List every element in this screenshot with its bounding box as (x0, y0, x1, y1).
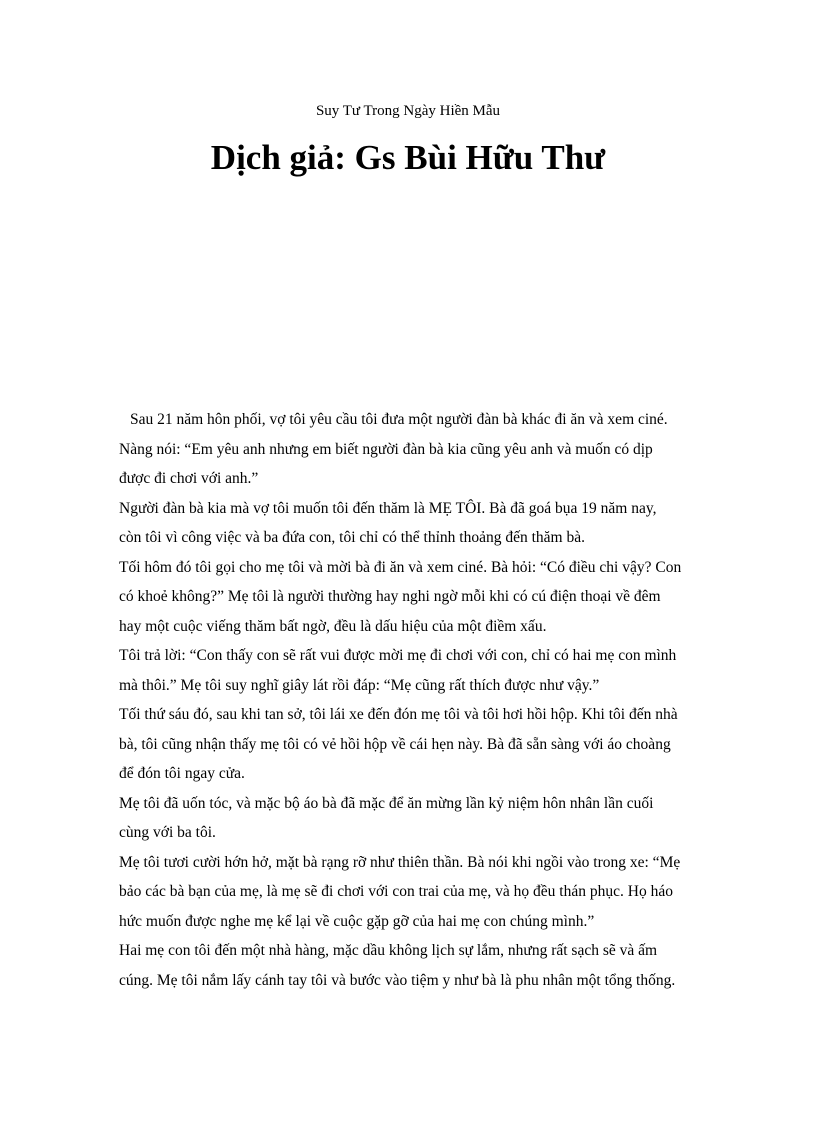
text-line: Nàng nói: “Em yêu anh nhưng em biết người đàn bà kia cũng yêu anh và muốn có dịp (119, 440, 653, 458)
text-line: Người đàn bà kia mà vợ tôi muốn tôi đến thăm là MẸ TÔI. Bà đã goá bụa 19 năm nay, (119, 499, 657, 517)
text-line: có khoẻ không?” Mẹ tôi là người thường hay nghi ngờ mỗi khi có cú điện thoại về đêm (119, 588, 661, 605)
text-line: Tối hôm đó tôi gọi cho mẹ tôi và mời bà đi ăn và xem ciné. Bà hỏi: “Có điều chi vậy? Con (119, 558, 682, 576)
text-line: Tối thứ sáu đó, sau khi tan sở, tôi lái xe đến đón mẹ tôi và tôi hơi hồi hộp. Khi tôi đến nhà (119, 706, 678, 723)
body-text (119, 405, 709, 995)
text-line: hay một cuộc viếng thăm bất ngờ, đều là dấu hiệu của một điềm xấu. (119, 617, 547, 635)
text-line: mà thôi.” Mẹ tôi suy nghĩ giây lát rồi đáp: “Mẹ cũng rất thích được như vậy.” (119, 676, 600, 694)
text-line: Mẹ tôi tươi cười hớn hở, mặt bà rạng rỡ như thiên thần. Bà nói khi ngồi vào trong xe: “Mẹ (119, 853, 681, 871)
text-line: bảo các bà bạn của mẹ, là mẹ sẽ đi chơi với con trai của mẹ, và họ đều thán phục. Họ háo (119, 883, 673, 900)
text-line: hức muốn được nghe mẹ kể lại về cuộc gặp gỡ của hai mẹ con chúng mình.” (119, 912, 595, 930)
text-line: còn tôi vì công việc và ba đứa con, tôi chỉ có thể thỉnh thoảng đến thăm bà. (119, 529, 585, 546)
document-title: Dịch giả: Gs Bùi Hữu Thư (210, 138, 606, 177)
text-line: để đón tôi ngay cửa. (119, 765, 245, 782)
text-line: được đi chơi với anh.” (119, 470, 259, 487)
text-line: cúng. Mẹ tôi nắm lấy cánh tay tôi và bước vào tiệm y như bà là phu nhân một tổng thống. (119, 971, 676, 989)
document-subtitle: Suy Tư Trong Ngày Hiền Mẫu (315, 103, 501, 119)
text-line: bà, tôi cũng nhận thấy mẹ tôi có vẻ hồi hộp về cái hẹn này. Bà đã sẵn sàng với áo choàng (119, 735, 671, 753)
text-line: Tôi trả lời: “Con thấy con sẽ rất vui được mời mẹ đi chơi với con, chỉ có hai mẹ con mình (119, 647, 677, 664)
text-line: cùng với ba tôi. (119, 824, 216, 841)
text-line: Sau 21 năm hôn phối, vợ tôi yêu cầu tôi đưa một người đàn bà khác đi ăn và xem ciné. (130, 411, 668, 428)
text-line: Hai mẹ con tôi đến một nhà hàng, mặc dầu không lịch sự lắm, nhưng rất sạch sẽ và ấm (119, 942, 658, 959)
text-line: Mẹ tôi đã uốn tóc, và mặc bộ áo bà đã mặc để ăn mừng lần kỷ niệm hôn nhân lần cuối (119, 794, 654, 812)
